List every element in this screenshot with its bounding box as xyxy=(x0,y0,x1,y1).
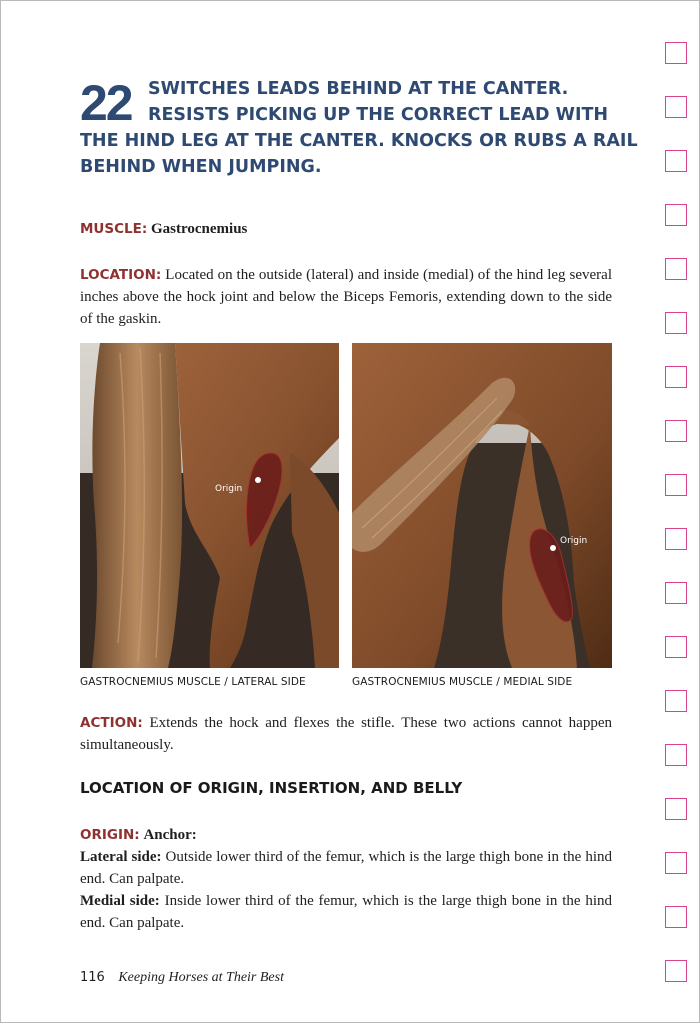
muscle-line xyxy=(80,218,612,240)
checkbox[interactable] xyxy=(665,906,687,928)
muscle-value: Gastrocnemius xyxy=(151,221,248,237)
checkbox[interactable] xyxy=(665,744,687,766)
origin-label: Origin xyxy=(560,536,588,546)
location-text: Located on the outside (lateral) and inside (medial) of the hind leg several inches above the hock joint and below the Biceps Femoris, extending down to the side of the gaskin. xyxy=(80,267,612,327)
headline-line: THE HIND LEG AT THE CANTER. KNOCKS OR RUBS A RAIL xyxy=(80,131,638,151)
photo-medial-side xyxy=(352,343,612,668)
page-footer xyxy=(80,970,284,986)
checkbox[interactable] xyxy=(665,582,687,604)
origin-line xyxy=(80,824,612,846)
checkbox[interactable] xyxy=(665,420,687,442)
headline-line: RESISTS PICKING UP THE CORRECT LEAD WITH xyxy=(148,105,609,125)
origin-lateral-text: Outside lower third of the femur, which is the large thigh bone in the hind end. Can palpate. xyxy=(80,849,612,887)
headline-line: SWITCHES LEADS BEHIND AT THE CANTER. xyxy=(148,79,569,99)
action-paragraph xyxy=(80,712,612,756)
caption-lateral: GASTROCNEMIUS MUSCLE / LATERAL SIDE xyxy=(80,676,306,688)
origin-label: Origin xyxy=(215,484,243,494)
checkbox[interactable] xyxy=(665,42,687,64)
checkbox[interactable] xyxy=(665,312,687,334)
action-label: ACTION: xyxy=(80,715,143,731)
checkbox[interactable] xyxy=(665,258,687,280)
photo-lateral-side xyxy=(80,343,339,668)
checkbox-column xyxy=(665,0,689,1023)
checkbox[interactable] xyxy=(665,96,687,118)
section-heading: LOCATION OF ORIGIN, INSERTION, AND BELLY xyxy=(80,779,463,797)
checkbox[interactable] xyxy=(665,690,687,712)
checkbox[interactable] xyxy=(665,474,687,496)
checkbox[interactable] xyxy=(665,852,687,874)
checkbox[interactable] xyxy=(665,150,687,172)
checkbox[interactable] xyxy=(665,636,687,658)
page-number: 116 xyxy=(80,970,105,985)
headline-line: BEHIND WHEN JUMPING. xyxy=(80,157,322,177)
origin-label-heading: ORIGIN: xyxy=(80,827,140,843)
checkbox[interactable] xyxy=(665,960,687,982)
location-label: LOCATION: xyxy=(80,267,162,283)
location-paragraph xyxy=(80,264,612,330)
origin-medial-text: Inside lower third of the femur, which is the large thigh bone in the hind end. Can palpate. xyxy=(80,893,612,931)
origin-anchor: Anchor: xyxy=(143,827,197,843)
action-text: Extends the hock and flexes the stifle. These two actions cannot happen simultaneously. xyxy=(80,715,612,753)
book-title: Keeping Horses at Their Best xyxy=(118,970,284,985)
origin-lateral-paragraph xyxy=(80,846,612,890)
origin-medial-label: Medial side: xyxy=(80,893,160,909)
checkbox[interactable] xyxy=(665,528,687,550)
caption-medial: GASTROCNEMIUS MUSCLE / MEDIAL SIDE xyxy=(352,676,573,688)
checkbox[interactable] xyxy=(665,204,687,226)
origin-medial-paragraph xyxy=(80,890,612,934)
chapter-number: 22 xyxy=(80,75,132,131)
origin-lateral-label: Lateral side: xyxy=(80,849,162,865)
muscle-label: MUSCLE: xyxy=(80,221,148,237)
checkbox[interactable] xyxy=(665,798,687,820)
checkbox[interactable] xyxy=(665,366,687,388)
